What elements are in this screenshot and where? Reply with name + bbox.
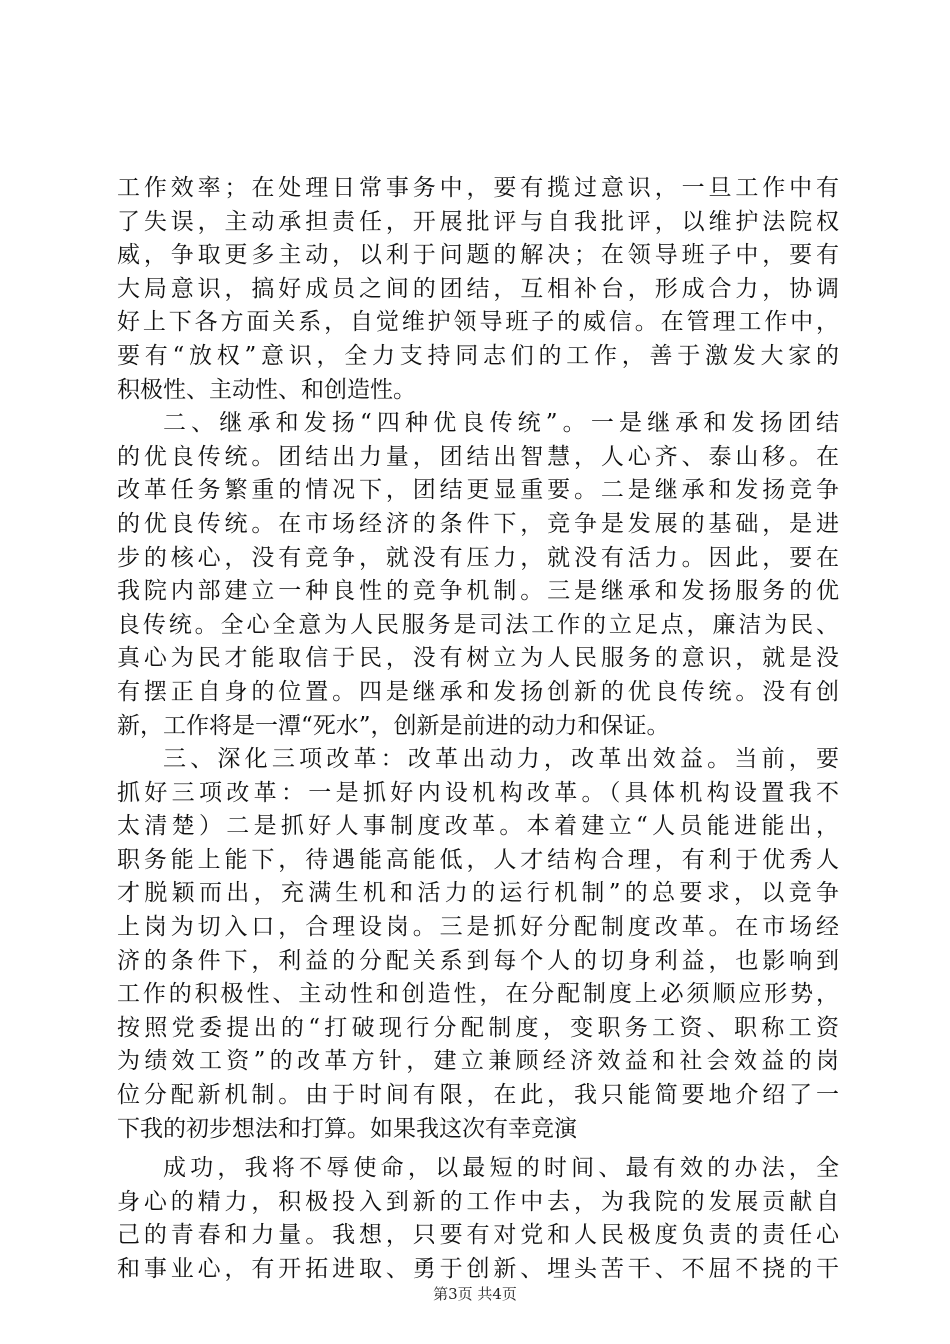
body-text — [117, 172, 839, 1287]
text-line: 工作的积极性、主动性和创造性，在分配制度上必须顺应形势， — [117, 981, 839, 1008]
text-line: 身心的精力，积极投入到新的工作中去，为我院的发展贡献自 — [117, 1188, 839, 1215]
text-line: 工作效率；在处理日常事务中，要有揽过意识，一旦工作中有 — [117, 175, 839, 201]
text-line: 要有“放权”意识，全力支持同志们的工作，善于激发大家的 — [117, 342, 839, 369]
text-line: 按照党委提出的“打破现行分配制度，变职务工资、职称工资 — [117, 1014, 839, 1041]
text-line: 大局意识，搞好成员之间的团结，互相补台，形成合力，协调 — [117, 275, 839, 302]
text-line: 积极性、主动性、和创造性。 — [117, 376, 416, 403]
text-line: 己的青春和力量。我想，只要有对党和人民极度负责的责任心 — [117, 1222, 839, 1249]
page-number-footer: 第3页 共4页 — [433, 1285, 517, 1303]
text-line: 太清楚）二是抓好人事制度改革。本着建立“人员能进能出， — [117, 813, 839, 840]
text-line: 我院内部建立一种良性的竞争机制。三是继承和发扬服务的优 — [117, 578, 839, 605]
text-line: 的优良传统。团结出力量，团结出智慧，人心齐、泰山移。在 — [117, 443, 839, 470]
text-line: 改革任务繁重的情况下，团结更显重要。二是继承和发扬竞争 — [117, 477, 839, 504]
text-line: 上岗为切入口，合理设岗。三是抓好分配制度改革。在市场经 — [117, 914, 839, 941]
text-line: 才脱颖而出，充满生机和活力的运行机制”的总要求，以竞争 — [117, 880, 839, 907]
text-line: 有摆正自身的位置。四是继承和发扬创新的优良传统。没有创 — [117, 678, 839, 705]
text-line: 良传统。全心全意为人民服务是司法工作的立足点，廉洁为民、 — [117, 611, 839, 638]
text-line: 职务能上能下，待遇能高能低，人才结构合理，有利于优秀人 — [117, 846, 839, 873]
paragraph-start-line: 成功，我将不辱使命，以最短的时间、最有效的办法，全 — [163, 1155, 839, 1182]
text-line: 济的条件下，利益的分配关系到每个人的切身利益，也影响到 — [117, 947, 839, 974]
section-heading-line: 三、深化三项改革：改革出动力，改革出效益。当前，要 — [163, 746, 839, 773]
text-line: 位分配新机制。由于时间有限，在此，我只能简要地介绍了一 — [117, 1082, 839, 1109]
section-heading-line: 二、继承和发扬“四种优良传统”。一是继承和发扬团结 — [163, 410, 839, 437]
text-line: 真心为民才能取信于民，没有树立为人民服务的意识，就是没 — [117, 645, 839, 672]
text-line: 威，争取更多主动，以利于问题的解决；在领导班子中，要有 — [117, 242, 839, 269]
text-line: 的优良传统。在市场经济的条件下，竞争是发展的基础，是进 — [117, 510, 839, 537]
text-line: 下我的初步想法和打算。如果我这次有幸竞演 — [117, 1115, 577, 1142]
text-line: 步的核心，没有竞争，就没有压力，就没有活力。因此，要在 — [117, 544, 839, 571]
text-line: 和事业心，有开拓进取、勇于创新、埋头苦干、不屈不挠的干 — [117, 1256, 839, 1282]
text-line: 抓好三项改革：一是抓好内设机构改革。（具体机构设置我不 — [117, 779, 839, 806]
text-line: 了失误，主动承担责任，开展批评与自我批评，以维护法院权 — [117, 208, 839, 235]
text-line: 好上下各方面关系，自觉维护领导班子的威信。在管理工作中， — [117, 309, 839, 336]
text-line: 新，工作将是一潭“死水”，创新是前进的动力和保证。 — [117, 712, 670, 739]
text-line: 为绩效工资”的改革方针，建立兼顾经济效益和社会效益的岗 — [117, 1048, 839, 1075]
